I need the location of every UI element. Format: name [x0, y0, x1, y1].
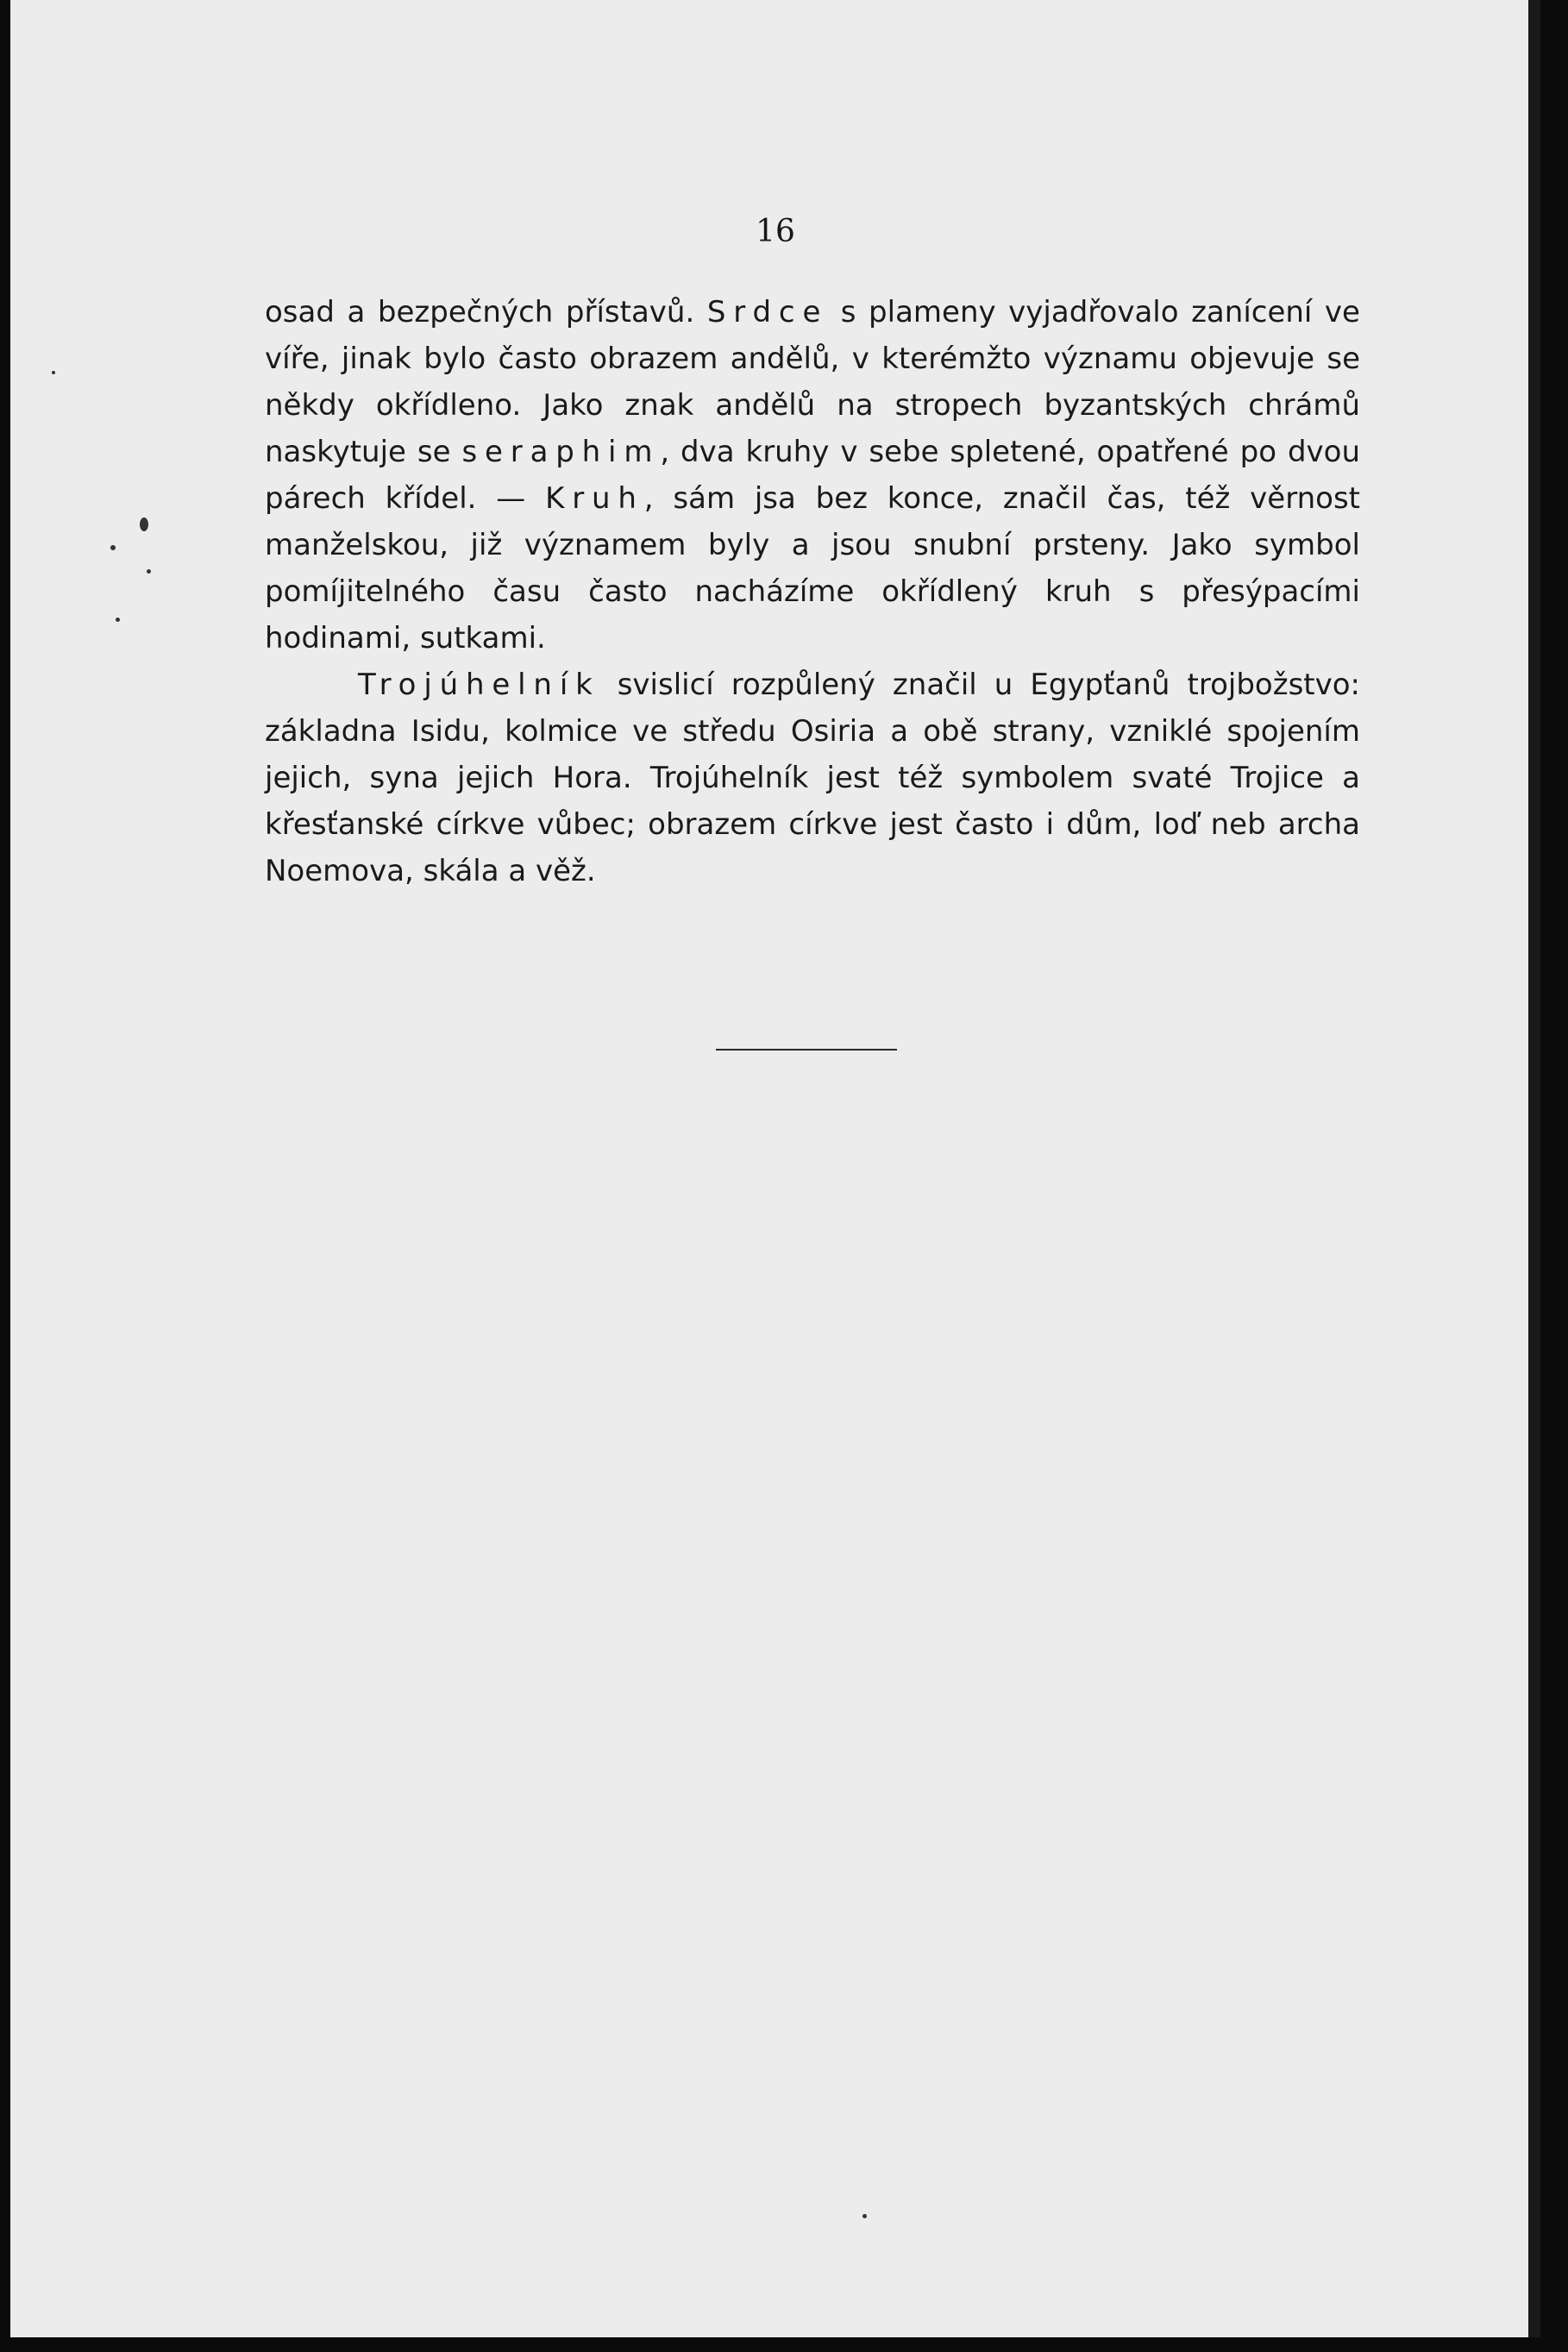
paragraph-text: s plameny vyjadřovalo zanícení ve víře, jinak bylo často obrazem andělů, v kterémžto významu objevuje se někdy okřídleno. Jako znak andělů na stropech byzantských chrámů naskytuje se — [265, 295, 1360, 469]
paragraph-text: osad a bezpečných přístavů. — [265, 295, 707, 329]
paragraph-text: svislicí rozpůlený značil u Egypťanů trojbožstvo: základna Isidu, kolmice ve středu Osiria a obě strany, vzniklé spojením jejich, syna jejich Hora. Trojúhelník jest též symbolem svaté Trojice a křesťanské církve vůbec; obrazem církve jest často i dům, loď neb archa Noemova, skála a věž. — [265, 668, 1360, 888]
paragraph-triangle — [265, 662, 1360, 894]
body-text — [265, 289, 1360, 894]
ink-speck — [52, 371, 55, 374]
term-srdce: Srdce — [706, 295, 829, 329]
page-edge-shadow — [1528, 0, 1540, 2337]
ink-speck — [116, 618, 120, 622]
ink-speck — [110, 545, 116, 550]
paragraph-text: , sám jsa bez konce, značil čas, též věrnost manželskou, již významem byly a jsou snubní prsteny. Jako symbol pomíjitelného času často nacházíme okřídlený kruh s přesýpacími hodinami, sutkami. — [265, 481, 1360, 655]
term-seraphim: seraphim — [461, 435, 661, 469]
paragraph-text: , dva kruhy v sebe spletené, opatřené po dvou párech křídel. — — [265, 435, 1361, 516]
end-rule — [716, 1049, 897, 1051]
page-number: 16 — [756, 214, 795, 249]
ink-speck — [862, 2214, 867, 2218]
term-trojuhelnik: Trojúhelník — [358, 668, 600, 702]
book-page — [10, 0, 1540, 2337]
term-kruh: Kruh — [545, 481, 644, 516]
paragraph-symbols — [265, 289, 1360, 662]
ink-speck — [140, 517, 148, 531]
ink-speck — [147, 569, 151, 574]
